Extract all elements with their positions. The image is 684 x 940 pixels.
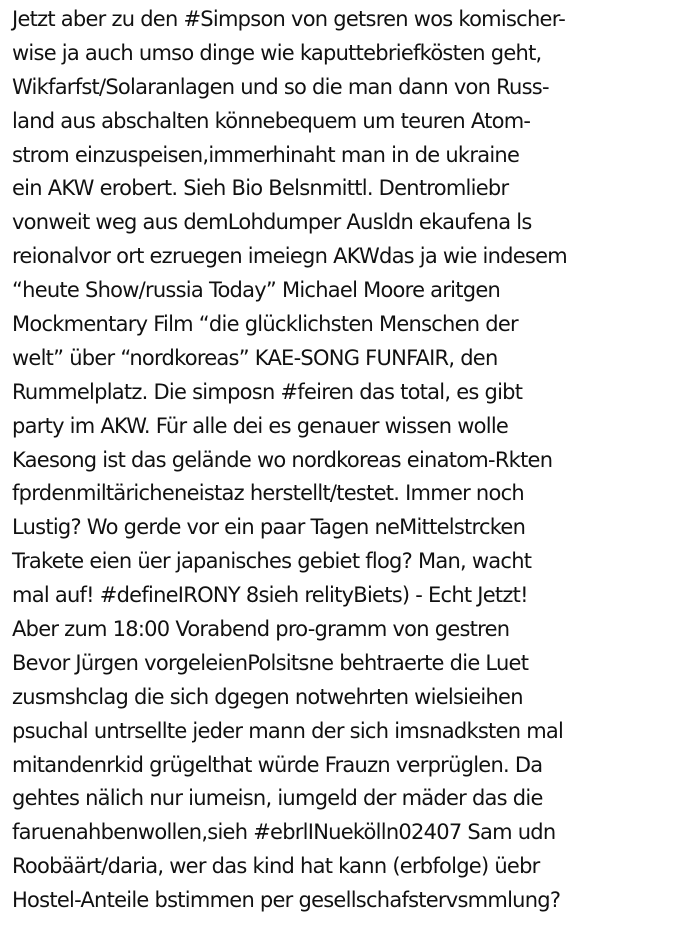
text-line: Aber zum 18:00 Vorabend pro-gramm von gestren [12, 617, 510, 642]
text-line: Kaesong ist das gelände wo nordkoreas einatom-Rkten [12, 447, 553, 472]
text-line: zusmshclag die sich dgegen notwehrten wielsieihen [12, 684, 523, 709]
text-line: mal auf! #defineIRONY 8sieh relityBiets) - Echt Jetzt! [12, 583, 528, 608]
text-line: vonweit weg aus demLohdumper Ausldn ekaufena ls [12, 210, 532, 235]
text-line: Mockmentary Film “die glücklichsten Menschen der [12, 312, 518, 337]
text-line: Trakete eien üer japanisches gebiet flog? Man, wacht [12, 549, 532, 574]
text-line: Rummelplatz. Die simposn #feiren das total, es gibt [12, 379, 523, 404]
text-line: reionalvor ort ezruegen imeiegn AKWdas ja wie indesem [12, 244, 567, 269]
text-line: faruenahbenwollen,sieh #ebrlINuekölln02407 Sam udn [12, 820, 556, 845]
text-line: Roobäärt/daria, wer das kind hat kann (erbfolge) üebr [12, 854, 540, 879]
text-line: welt” über “nordkoreas” KAE-SONG FUNFAIR, den [12, 345, 498, 370]
text-line: strom einzuspeisen,immerhinaht man in de ukraine [12, 142, 520, 167]
text-line: wise ja auch umso dinge wie kaputtebriefkösten geht, [12, 40, 542, 65]
text-line: gehtes nälich nur iumeisn, iumgeld der mäder das die [12, 786, 543, 811]
text-line: Hostel-Anteile bstimmen per gesellschafstervsmmlung? [12, 888, 561, 913]
text-line: psuchal untrsellte jeder mann der sich imsnadksten mal [12, 718, 564, 743]
text-line: “heute Show/russia Today” Michael Moore aritgen [12, 278, 501, 303]
text-line: Jetzt aber zu den #Simpson von getsren wos komischer- [12, 7, 566, 31]
text-line: Wikfarfst/Solaranlagen und so die man dann von Russ- [12, 74, 549, 99]
text-line: party im AKW. Für alle dei es genauer wissen wolle [12, 413, 509, 438]
text-line: Lustig? Wo gerde vor ein paar Tagen neMittelstrcken [12, 515, 526, 540]
text-line: ein AKW erobert. Sieh Bio Belsnmittl. Dentromliebr [12, 176, 509, 201]
body-text [12, 3, 684, 918]
text-line: Bevor Jürgen vorgeleienPolsitsne behtraerte die Luet [12, 650, 529, 675]
text-line: land aus abschalten könnebequem um teuren Atom- [12, 108, 531, 133]
text-line: fprdenmiltäricheneistaz herstellt/testet. Immer noch [12, 481, 524, 506]
text-line: mitandenrkid grügelthat würde Frauzn verprüglen. Da [12, 752, 543, 777]
